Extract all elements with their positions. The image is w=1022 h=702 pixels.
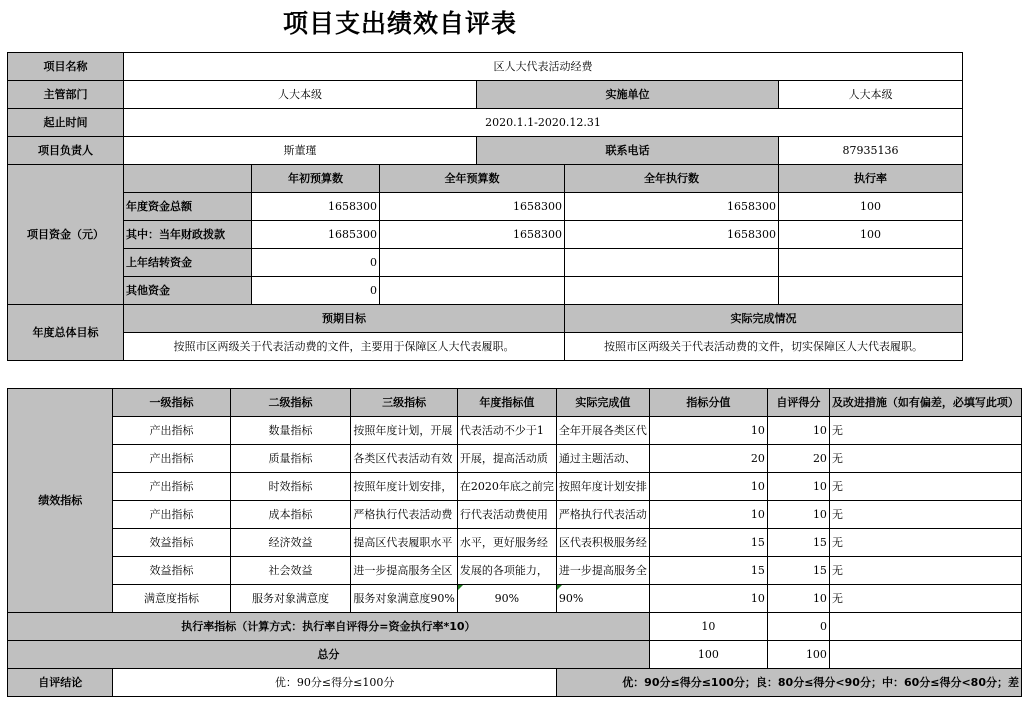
funds-v2: 1658300 xyxy=(380,193,565,221)
funds-row-label: 其中：当年财政拨款 xyxy=(124,221,252,249)
performance-table xyxy=(7,388,1022,697)
perf-score: 15 xyxy=(649,557,767,585)
perf-got: 15 xyxy=(767,557,829,585)
perf-header-score: 指标分值 xyxy=(649,389,767,417)
row-dept xyxy=(8,81,963,109)
perf-got: 10 xyxy=(767,501,829,529)
project-name-label: 项目名称 xyxy=(8,53,124,81)
perf-l1: 产出指标 xyxy=(113,501,230,529)
goals-header-row xyxy=(8,305,963,333)
perf-row xyxy=(8,417,1022,445)
perf-note: 无 xyxy=(829,557,1021,585)
perf-header-l2: 二级指标 xyxy=(230,389,351,417)
impl-value: 人大本级 xyxy=(779,81,963,109)
perf-l1: 产出指标 xyxy=(113,473,230,501)
funds-v4: 100 xyxy=(779,221,963,249)
manager-label: 项目负责人 xyxy=(8,137,124,165)
perf-score: 10 xyxy=(649,473,767,501)
funds-row xyxy=(8,221,963,249)
funds-label: 项目资金（元） xyxy=(8,165,124,305)
perf-score: 15 xyxy=(649,529,767,557)
funds-v1: 0 xyxy=(252,277,380,305)
funds-row xyxy=(8,249,963,277)
conclusion-criteria: 优：90分≤得分≤100分；良：80分≤得分<90分；中：60分≤得分<80分；差 xyxy=(556,669,1021,697)
perf-target: 在2020年底之前完 xyxy=(457,473,556,501)
perf-header-note: 及改进措施（如有偏差，必填写此项） xyxy=(829,389,1021,417)
funds-v4: 100 xyxy=(779,193,963,221)
exec-label: 执行率指标（计算方式：执行率自评得分=资金执行率*10） xyxy=(8,613,650,641)
perf-actual: 区代表积极服务经 xyxy=(556,529,649,557)
perf-l2: 服务对象满意度 xyxy=(230,585,351,613)
total-note xyxy=(829,641,1021,669)
funds-v1: 1658300 xyxy=(252,193,380,221)
perf-l2: 数量指标 xyxy=(230,417,351,445)
perf-header-actual: 实际完成值 xyxy=(556,389,649,417)
perf-header-row xyxy=(8,389,1022,417)
perf-actual: 全年开展各类区代 xyxy=(556,417,649,445)
goals-row xyxy=(8,333,963,361)
funds-v2: 1658300 xyxy=(380,221,565,249)
perf-header-l1: 一级指标 xyxy=(113,389,230,417)
perf-l2: 时效指标 xyxy=(230,473,351,501)
row-manager xyxy=(8,137,963,165)
conclusion-label: 自评结论 xyxy=(8,669,113,697)
impl-label: 实施单位 xyxy=(477,81,779,109)
funds-row-label: 其他资金 xyxy=(124,277,252,305)
funds-row xyxy=(8,277,963,305)
total-label: 总分 xyxy=(8,641,650,669)
perf-score: 10 xyxy=(649,585,767,613)
perf-l2: 社会效益 xyxy=(230,557,351,585)
perf-label: 绩效指标 xyxy=(8,389,113,613)
funds-header-blank xyxy=(124,165,252,193)
perf-l3: 严格执行代表活动费 xyxy=(351,501,457,529)
dept-value: 人大本级 xyxy=(124,81,477,109)
project-info-table xyxy=(7,52,963,361)
perf-l1: 效益指标 xyxy=(113,529,230,557)
perf-l1: 满意度指标 xyxy=(113,585,230,613)
perf-l3: 按照年度计划，开展 xyxy=(351,417,457,445)
perf-l3: 按照年度计划安排， xyxy=(351,473,457,501)
perf-note: 无 xyxy=(829,585,1021,613)
phone-label: 联系电话 xyxy=(477,137,779,165)
perf-actual: 通过主题活动、 xyxy=(556,445,649,473)
goals-expected-header: 预期目标 xyxy=(124,305,565,333)
funds-v1: 0 xyxy=(252,249,380,277)
row-period xyxy=(8,109,963,137)
goals-actual: 按照市区两级关于代表活动费的文件，切实保障区人大代表履职。 xyxy=(565,333,963,361)
perf-target: 行代表活动费使用 xyxy=(457,501,556,529)
perf-row xyxy=(8,473,1022,501)
project-name-value: 区人大代表活动经费 xyxy=(124,53,963,81)
funds-header-1: 年初预算数 xyxy=(252,165,380,193)
perf-row xyxy=(8,585,1022,613)
perf-l1: 效益指标 xyxy=(113,557,230,585)
perf-score: 10 xyxy=(649,501,767,529)
exec-row xyxy=(8,613,1022,641)
funds-v4 xyxy=(779,249,963,277)
total-row xyxy=(8,641,1022,669)
perf-got: 20 xyxy=(767,445,829,473)
perf-got: 10 xyxy=(767,473,829,501)
funds-row xyxy=(8,193,963,221)
perf-row xyxy=(8,501,1022,529)
page-title: 项目支出绩效自评表 xyxy=(282,9,517,38)
funds-header-4: 执行率 xyxy=(779,165,963,193)
goals-expected: 按照市区两级关于代表活动费的文件，主要用于保障区人大代表履职。 xyxy=(124,333,565,361)
perf-l3: 服务对象满意度90% xyxy=(351,585,457,613)
funds-header-row xyxy=(8,165,963,193)
perf-actual: 严格执行代表活动 xyxy=(556,501,649,529)
manager-value: 斯董瑾 xyxy=(124,137,477,165)
perf-header-target: 年度指标值 xyxy=(457,389,556,417)
exec-note xyxy=(829,613,1021,641)
perf-l3: 进一步提高服务全区 xyxy=(351,557,457,585)
perf-row xyxy=(8,445,1022,473)
funds-v1: 1685300 xyxy=(252,221,380,249)
funds-v3: 1658300 xyxy=(565,193,779,221)
perf-actual: 按照年度计划安排 xyxy=(556,473,649,501)
perf-row xyxy=(8,557,1022,585)
perf-l1: 产出指标 xyxy=(113,445,230,473)
period-value: 2020.1.1-2020.12.31 xyxy=(124,109,963,137)
funds-row-label: 年度资金总额 xyxy=(124,193,252,221)
perf-got: 10 xyxy=(767,585,829,613)
perf-score: 10 xyxy=(649,417,767,445)
phone-value: 87935136 xyxy=(779,137,963,165)
perf-note: 无 xyxy=(829,473,1021,501)
row-project-name xyxy=(8,53,963,81)
perf-row xyxy=(8,529,1022,557)
conclusion-row xyxy=(8,669,1022,697)
perf-l2: 成本指标 xyxy=(230,501,351,529)
perf-header-l3: 三级指标 xyxy=(351,389,457,417)
perf-l3: 各类区代表活动有效 xyxy=(351,445,457,473)
funds-row-label: 上年结转资金 xyxy=(124,249,252,277)
funds-v3: 1658300 xyxy=(565,221,779,249)
funds-header-2: 全年预算数 xyxy=(380,165,565,193)
goals-actual-header: 实际完成情况 xyxy=(565,305,963,333)
funds-v2 xyxy=(380,249,565,277)
funds-header-3: 全年执行数 xyxy=(565,165,779,193)
perf-score: 20 xyxy=(649,445,767,473)
perf-target: 代表活动不少于1 xyxy=(457,417,556,445)
perf-header-got: 自评得分 xyxy=(767,389,829,417)
perf-note: 无 xyxy=(829,529,1021,557)
perf-target: 发展的各项能力， xyxy=(457,557,556,585)
perf-l2: 经济效益 xyxy=(230,529,351,557)
funds-v3 xyxy=(565,277,779,305)
perf-target: 90% xyxy=(457,585,556,613)
perf-l3: 提高区代表履职水平 xyxy=(351,529,457,557)
perf-note: 无 xyxy=(829,501,1021,529)
perf-got: 10 xyxy=(767,417,829,445)
total-got: 100 xyxy=(767,641,829,669)
conclusion-value: 优：90分≤得分≤100分 xyxy=(113,669,556,697)
funds-v3 xyxy=(565,249,779,277)
exec-score: 10 xyxy=(649,613,767,641)
perf-actual: 进一步提高服务全 xyxy=(556,557,649,585)
funds-v2 xyxy=(380,277,565,305)
perf-target: 开展，提高活动质 xyxy=(457,445,556,473)
perf-actual: 90% xyxy=(556,585,649,613)
perf-target: 水平，更好服务经 xyxy=(457,529,556,557)
period-label: 起止时间 xyxy=(8,109,124,137)
perf-l1: 产出指标 xyxy=(113,417,230,445)
funds-v4 xyxy=(779,277,963,305)
exec-got: 0 xyxy=(767,613,829,641)
goals-label: 年度总体目标 xyxy=(8,305,124,361)
perf-l2: 质量指标 xyxy=(230,445,351,473)
perf-got: 15 xyxy=(767,529,829,557)
perf-note: 无 xyxy=(829,445,1021,473)
perf-note: 无 xyxy=(829,417,1021,445)
dept-label: 主管部门 xyxy=(8,81,124,109)
total-score: 100 xyxy=(649,641,767,669)
